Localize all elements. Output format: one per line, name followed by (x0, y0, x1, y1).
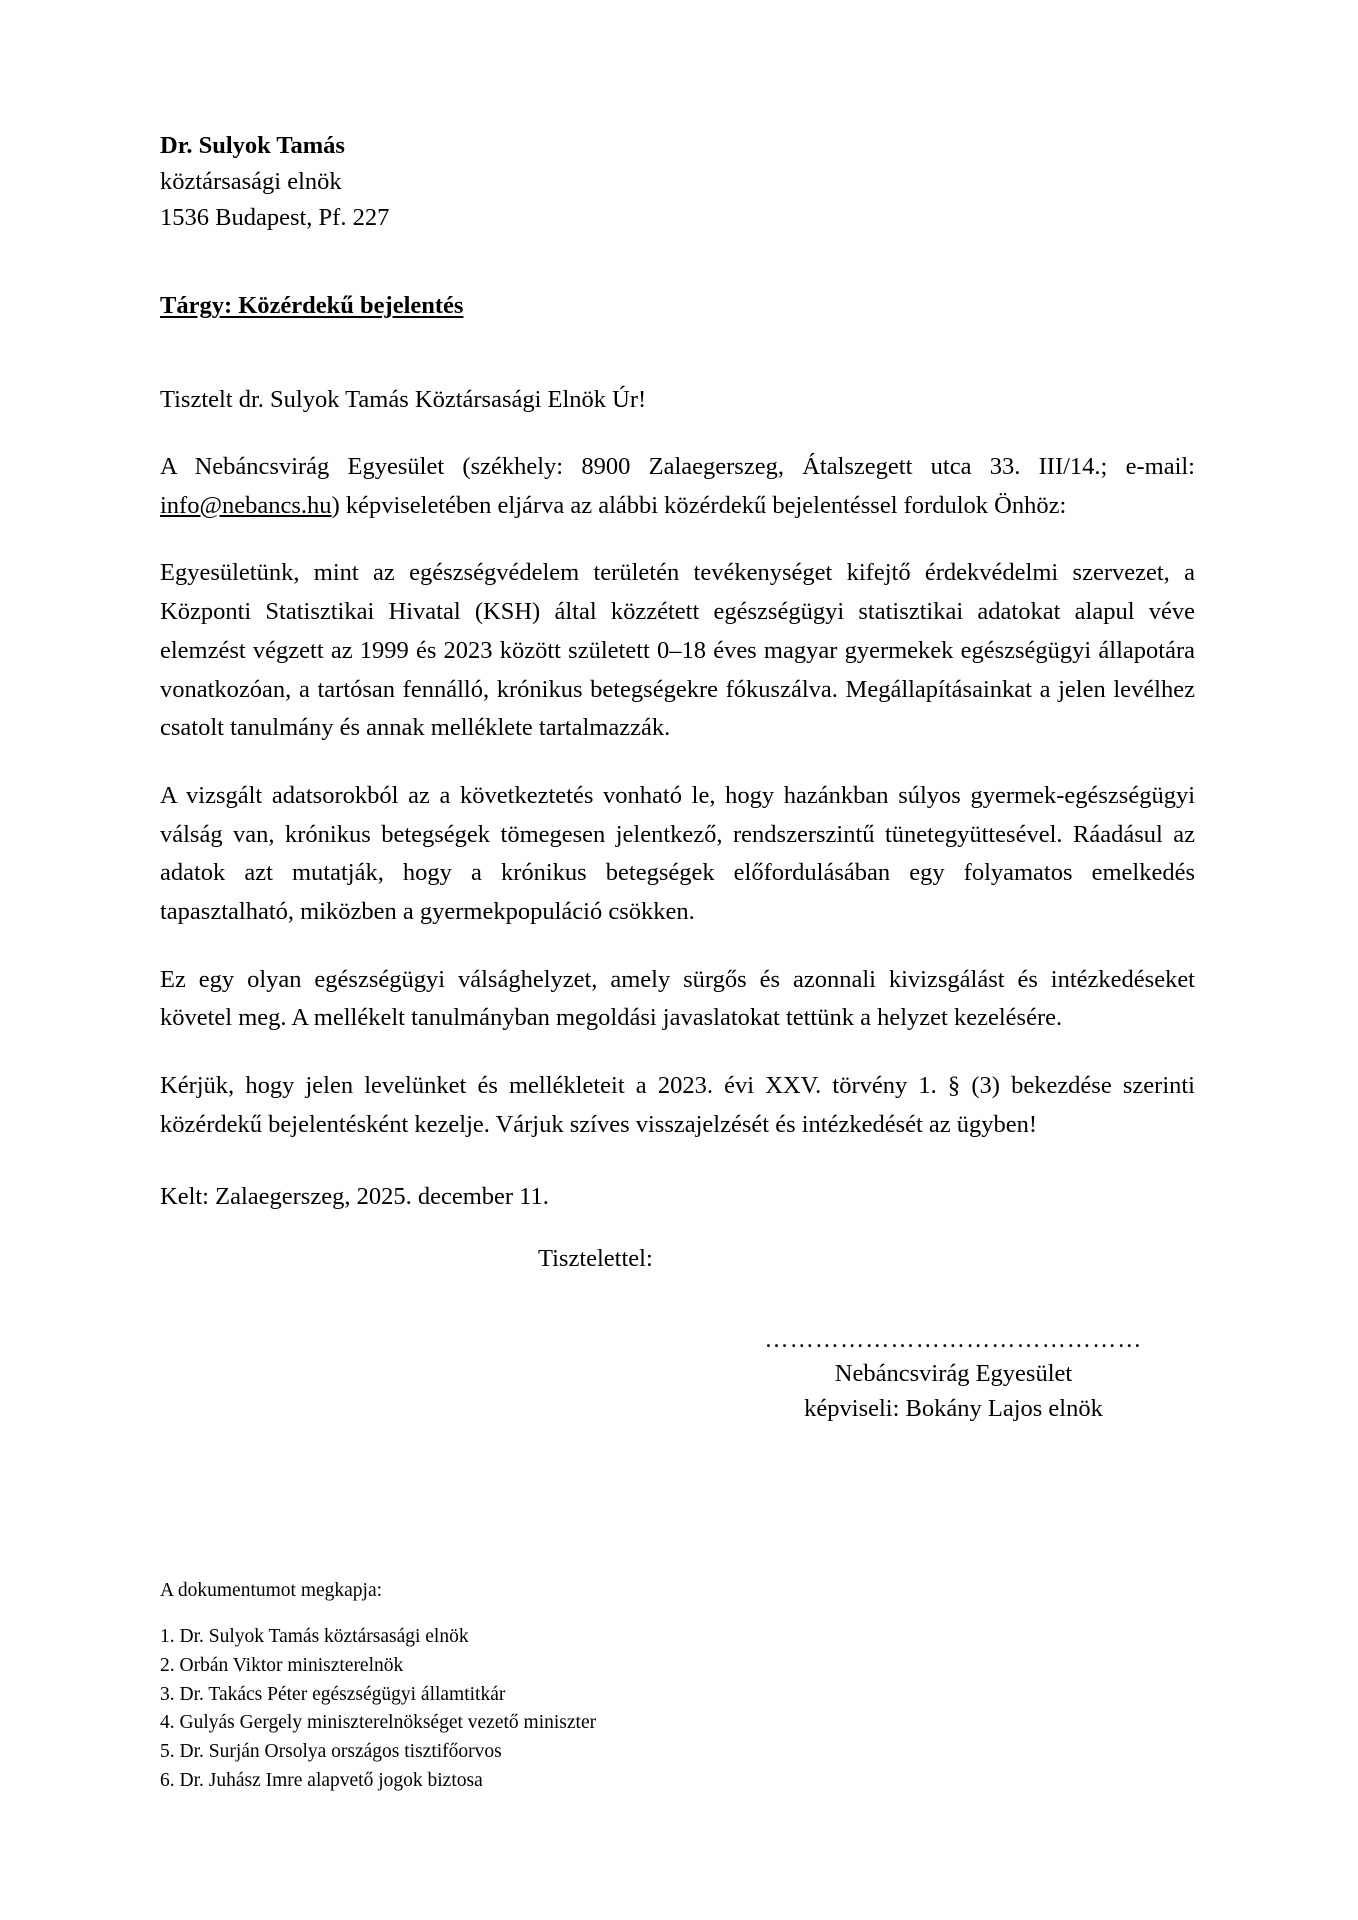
signature-block (726, 1323, 1181, 1427)
recipients-title: A dokumentumot megkapja: (160, 1580, 383, 1601)
paragraph-crisis-statement: Ez egy olyan egészségügyi válsághelyzet, amely sürgős és azonnali kivizsgálást és intézkedéseket követel meg. A mellékelt tanulmányban megoldási javaslatokat tettünk a helyzet kezelésére. (160, 965, 1195, 1032)
paragraph-introduction (160, 448, 1195, 525)
signature-organization: Nebáncsvirág Egyesület (834, 1360, 1073, 1388)
addressee-address: 1536 Budapest, Pf. 227 (160, 203, 390, 231)
email-link[interactable]: info@nebancs.hu (160, 491, 332, 519)
list-item: 2. Orbán Viktor miniszterelnök (160, 1655, 404, 1676)
intro-text-after-email: ) képviseletében eljárva az alábbi közérdekű bejelentéssel fordulok Önhöz: (331, 491, 1067, 519)
list-item: 6. Dr. Juhász Imre alapvető jogok biztosa (160, 1769, 483, 1791)
paragraph-association-analysis: Egyesületünk, mint az egészségvédelem területén tevékenységet kifejtő érdekvédelmi szervezet, a Központi Statisztikai Hivatal (KSH) által közzétett egészségügyi statisztikai adatokat alapul véve elemzést végzett az 1999 és 2023 között született 0–18 éves magyar gyermekek egészségügyi állapotára vonatkozóan, a tartósan fennálló, krónikus betegségekre fókuszálva. Megállapításainkat a jelen levélhez csatolt tanulmány és annak melléklete tartalmazzák. (160, 559, 1195, 742)
paragraph-legal-request: Kérjük, hogy jelen levelünket és mellékleteit a 2023. évi XXV. törvény 1. § (3) bekezdése szerinti közérdekű bejelentésként kezelje. Várjuk szíves visszajelzését és intézkedését az ügyben! (160, 1072, 1195, 1138)
closing-regards: Tisztelettel: (538, 1245, 653, 1273)
list-item: 4. Gulyás Gergely miniszterelnökséget vezető miniszter (160, 1712, 597, 1734)
subject-line-wrapper (160, 235, 1195, 320)
paragraph-findings: A vizsgált adatsorokból az a következtetés vonható le, hogy hazánkban súlyos gyermek-egészségügyi válság van, krónikus betegségek tömegesen jelentkező, rendszerszintű tünetegyüttesével. Ráadásul az adatok azt mutatják, hogy a krónikus betegségek előfordulásában egy folyamatos emelkedés tapasztalható, miközben a gyermekpopuláció csökken. (160, 781, 1195, 926)
recipients-list (160, 1623, 860, 1795)
salutation: Tisztelt dr. Sulyok Tamás Köztársasági Elnök Úr! (160, 386, 647, 414)
addressee-name: Dr. Sulyok Tamás (160, 132, 345, 159)
list-item: 1. Dr. Sulyok Tamás köztársasági elnök (160, 1626, 469, 1648)
subject-line: Tárgy: Közérdekű bejelentés (160, 292, 464, 320)
addressee-block (160, 128, 1195, 235)
signature-dotted-line: ……………………………………… (764, 1327, 1143, 1354)
list-item: 3. Dr. Takács Péter egészségügyi államtitkár (160, 1683, 506, 1705)
addressee-title: köztársasági elnök (160, 167, 342, 195)
dateline: Kelt: Zalaegerszeg, 2025. december 11. (160, 1182, 549, 1210)
recipients-section (160, 1578, 860, 1795)
list-item: 5. Dr. Surján Orsolya országos tisztifőorvos (160, 1740, 502, 1762)
signature-representative: képviseli: Bokány Lajos elnök (804, 1395, 1103, 1423)
intro-text-before-email: A Nebáncsvirág Egyesület (székhely: 8900 Zalaegerszeg, Átalszegett utca 33. III/14.; e-mail: (160, 453, 1195, 481)
